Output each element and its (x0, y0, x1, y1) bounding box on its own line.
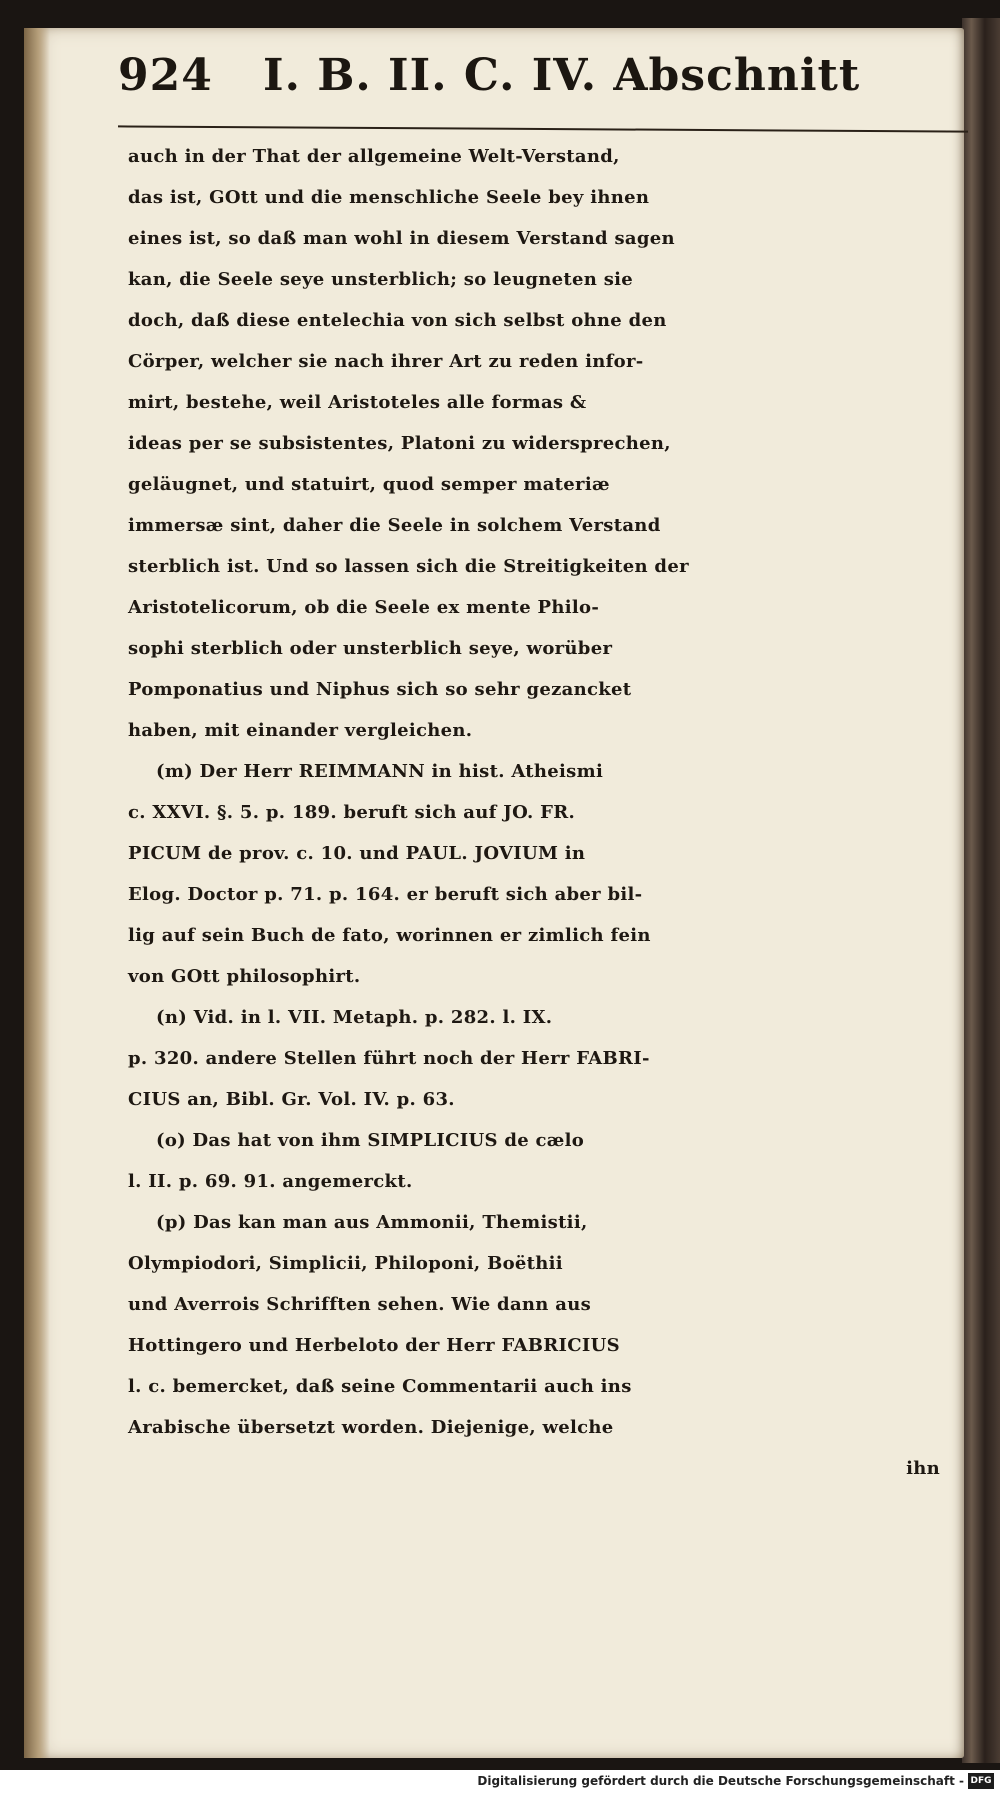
footnote-p-line: Hottingero und Herbeloto der Herr FABRICIUS (128, 1335, 620, 1356)
book-edge (962, 18, 1000, 1763)
text-line: doch, daß diese entelechia von sich selbst ohne den (128, 310, 667, 331)
running-head: I. B. II. C. IV. Abschnitt (263, 50, 861, 101)
footnote-n-line: (n) Vid. in l. VII. Metaph. p. 282. l. IX. (156, 1007, 553, 1028)
text-line: Cörper, welcher sie nach ihrer Art zu reden infor- (128, 351, 644, 372)
funding-credit: Digitalisierung gefördert durch die Deutsche Forschungsgemeinschaft - (477, 1774, 964, 1788)
text-line: Pomponatius und Niphus sich so sehr gezancket (128, 679, 632, 700)
text-line: kan, die Seele seye unsterblich; so leugneten sie (128, 269, 634, 290)
footnote-n-line: CIUS an, Bibl. Gr. Vol. IV. p. 63. (128, 1089, 455, 1110)
footnote-o-line: (o) Das hat von ihm SIMPLICIUS de cælo (156, 1130, 585, 1151)
footnote-m-line: (m) Der Herr REIMMANN in hist. Atheismi (156, 761, 604, 782)
page-body (128, 136, 958, 1489)
text-line: das ist, GOtt und die menschliche Seele bey ihnen (128, 187, 650, 208)
dfg-logo-icon: DFG (968, 1773, 994, 1789)
footnote-p-line: (p) Das kan man aus Ammonii, Themistii, (156, 1212, 588, 1233)
text-line: haben, mit einander vergleichen. (128, 720, 473, 741)
text-line: eines ist, so daß man wohl in diesem Verstand sagen (128, 228, 675, 249)
text-line: auch in der That der allgemeine Welt-Verstand, (128, 146, 620, 167)
text-line: sterblich ist. Und so lassen sich die Streitigkeiten der (128, 556, 689, 577)
text-line: mirt, bestehe, weil Aristoteles alle formas & (128, 392, 587, 413)
footnote-p-line: und Averrois Schrifften sehen. Wie dann aus (128, 1294, 592, 1315)
footnote-m-line: lig auf sein Buch de fato, worinnen er zimlich fein (128, 925, 651, 946)
text-line: ideas per se subsistentes, Platoni zu widersprechen, (128, 433, 671, 454)
page-header (118, 40, 948, 120)
page-gutter (24, 28, 50, 1758)
text-line: immersæ sint, daher die Seele in solchem Verstand (128, 515, 661, 536)
footnote-p-line: Olympiodori, Simplicii, Philoponi, Boëthii (128, 1253, 563, 1274)
footnote-p-line: Arabische übersetzt worden. Diejenige, welche (128, 1417, 614, 1438)
footer-bar (0, 1770, 1000, 1795)
footnote-o-line: l. II. p. 69. 91. angemerckt. (128, 1171, 413, 1192)
footnote-m-line: von GOtt philosophirt. (128, 966, 361, 987)
footnote-n-line: p. 320. andere Stellen führt noch der Herr FABRI- (128, 1048, 650, 1069)
footnote-m-line: Elog. Doctor p. 71. p. 164. er beruft sich aber bil- (128, 884, 643, 905)
footnote-m-line: PICUM de prov. c. 10. und PAUL. JOVIUM in (128, 843, 586, 864)
text-line: sophi sterblich oder unsterblich seye, worüber (128, 638, 613, 659)
footnote-p-line: l. c. bemercket, daß seine Commentarii auch ins (128, 1376, 632, 1397)
text-line: Aristotelicorum, ob die Seele ex mente Philo- (128, 597, 600, 618)
page-number: 924 (118, 50, 213, 101)
catchword: ihn (906, 1458, 940, 1479)
text-line: geläugnet, und statuirt, quod semper materiæ (128, 474, 610, 495)
footnote-m-line: c. XXVI. §. 5. p. 189. beruft sich auf JO. FR. (128, 802, 576, 823)
